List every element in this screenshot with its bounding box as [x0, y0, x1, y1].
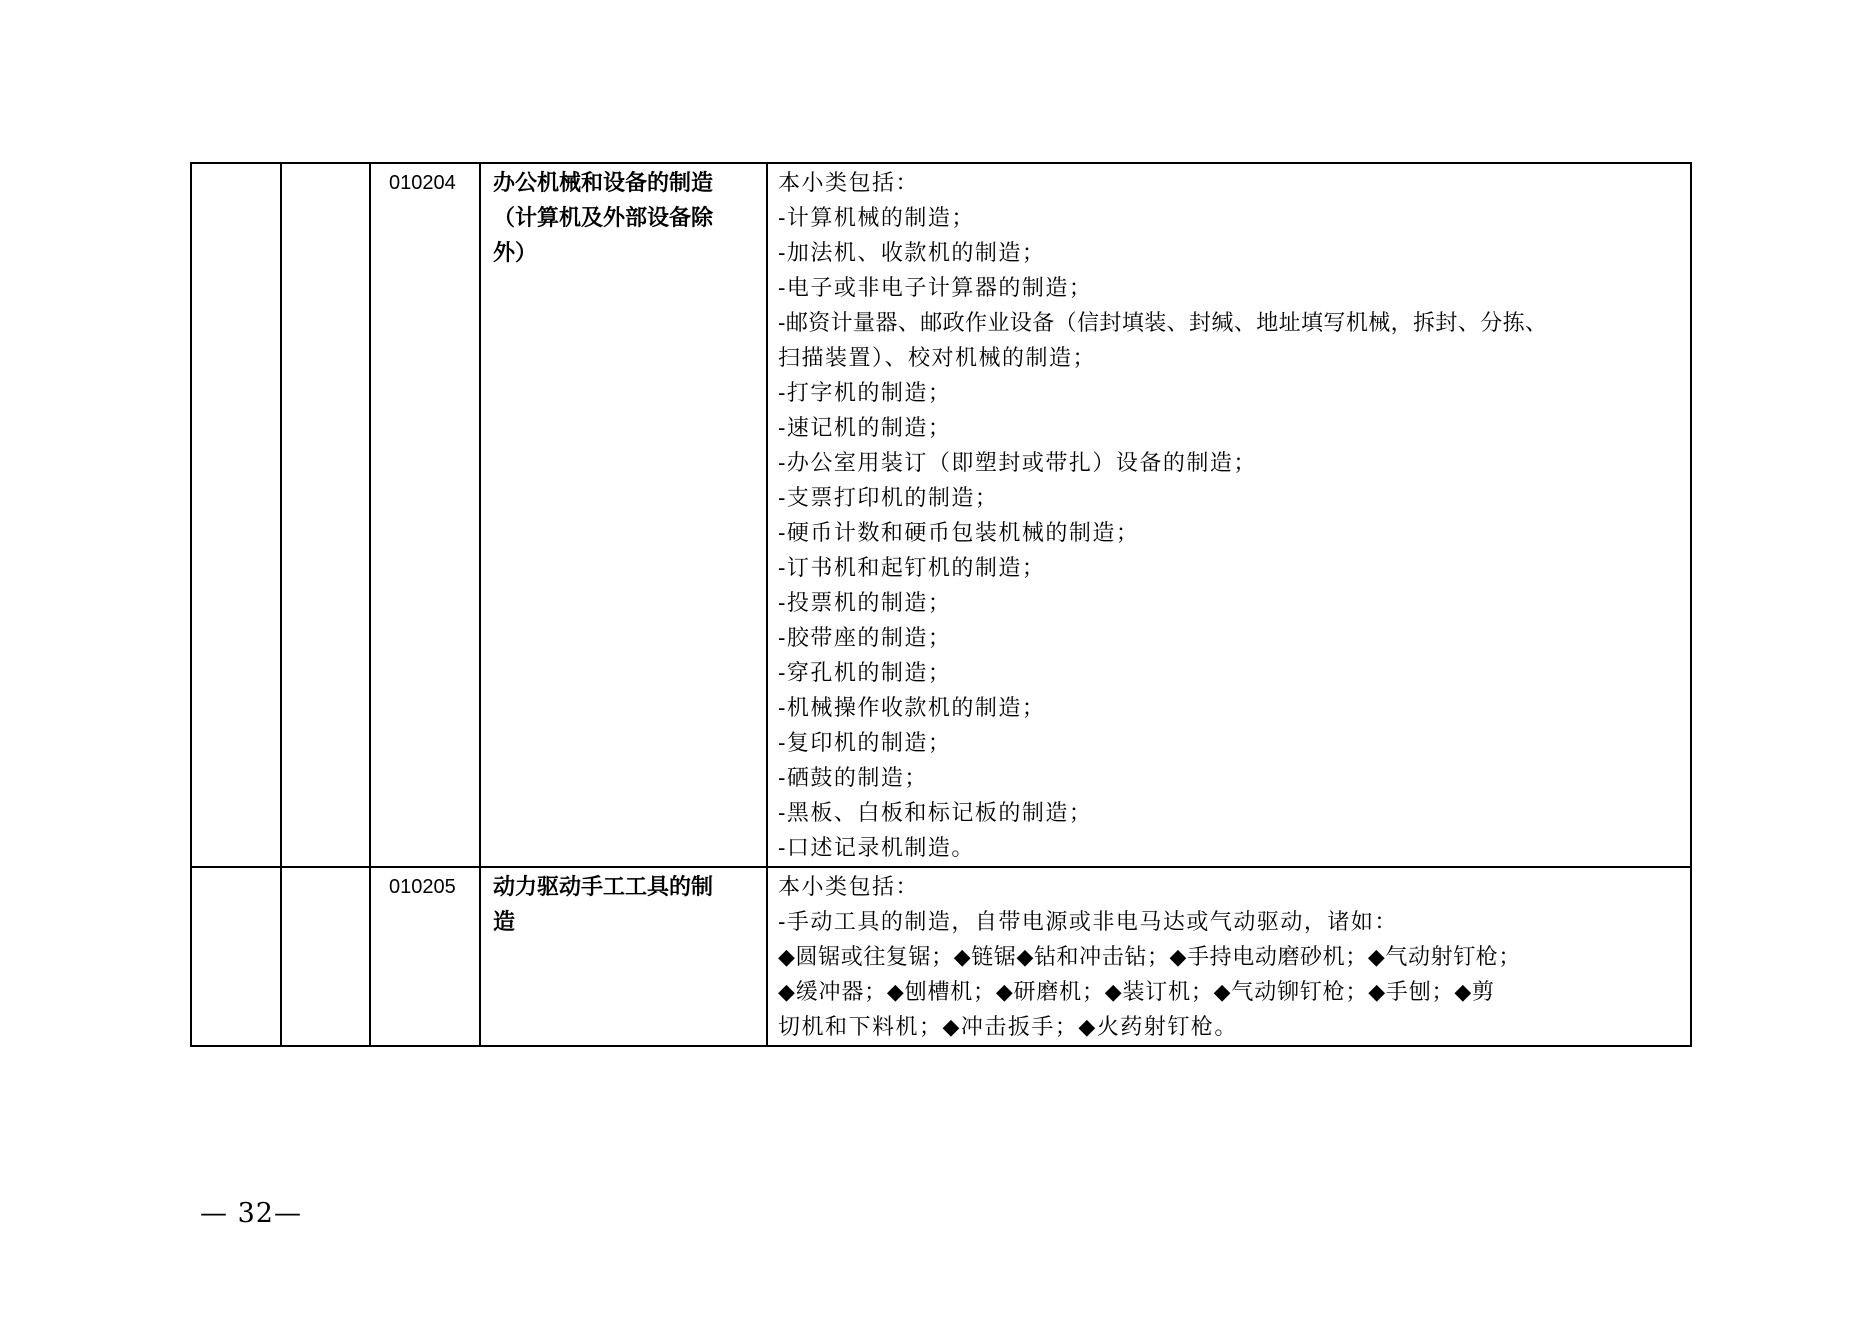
class-name-line: 办公机械和设备的制造 — [493, 171, 714, 196]
class-name-line: 造 — [493, 910, 516, 935]
classification-table — [190, 162, 1692, 1047]
description-line: 切机和下料机；◆冲击扳手；◆火药射钉枪。 — [778, 1015, 1238, 1040]
empty-cell — [191, 867, 281, 1046]
class-name-line: 外） — [493, 241, 538, 266]
class-name-line: （计算机及外部设备除 — [493, 206, 714, 231]
description-line: -加法机、收款机的制造； — [778, 241, 1046, 266]
description-line: -打字机的制造； — [778, 381, 952, 406]
table-row — [191, 163, 1691, 867]
description-line: -办公室用装订（即塑封或带扎）设备的制造； — [778, 451, 1257, 476]
description-line: -胶带座的制造； — [778, 626, 952, 651]
description-line: -机械操作收款机的制造； — [778, 696, 1046, 721]
description-line: -计算机械的制造； — [778, 206, 975, 231]
table-row — [191, 867, 1691, 1046]
empty-cell — [281, 163, 370, 867]
description-line: -口述记录机制造。 — [778, 836, 975, 861]
description-line: 本小类包括： — [778, 875, 920, 900]
description-line: ◆缓冲器；◆刨槽机；◆研磨机；◆装订机；◆气动铆钉枪；◆手刨；◆剪 — [778, 980, 1495, 1005]
class-description — [767, 163, 1691, 867]
empty-cell — [191, 163, 281, 867]
description-line: -硬币计数和硬币包装机械的制造； — [778, 521, 1140, 546]
class-code: 010204 — [370, 163, 480, 867]
description-line: -邮资计量器、邮政作业设备（信封填装、封缄、地址填写机械，拆封、分拣、 — [778, 311, 1548, 336]
description-line: -手动工具的制造，自带电源或非电马达或气动驱动，诸如： — [778, 910, 1398, 935]
description-line: 本小类包括： — [778, 171, 920, 196]
description-line: -硒鼓的制造； — [778, 766, 928, 791]
description-line: -速记机的制造； — [778, 416, 952, 441]
description-line: ◆圆锯或往复锯；◆链锯◆钻和冲击钻；◆手持电动磨砂机；◆气动射钉枪； — [778, 945, 1521, 970]
description-line: -复印机的制造； — [778, 731, 952, 756]
class-name-line: 动力驱动手工工具的制 — [493, 875, 714, 900]
description-line: -电子或非电子计算器的制造； — [778, 276, 1093, 301]
class-name — [480, 163, 767, 867]
description-line: -投票机的制造； — [778, 591, 952, 616]
description-line: 扫描装置）、校对机械的制造； — [778, 346, 1097, 371]
page-number: — 32— — [200, 1198, 302, 1229]
description-line: -支票打印机的制造； — [778, 486, 999, 511]
class-name — [480, 867, 767, 1046]
description-line: -穿孔机的制造； — [778, 661, 952, 686]
class-code: 010205 — [370, 867, 480, 1046]
description-line: -黑板、白板和标记板的制造； — [778, 801, 1093, 826]
class-description — [767, 867, 1691, 1046]
description-line: -订书机和起钉机的制造； — [778, 556, 1046, 581]
empty-cell — [281, 867, 370, 1046]
